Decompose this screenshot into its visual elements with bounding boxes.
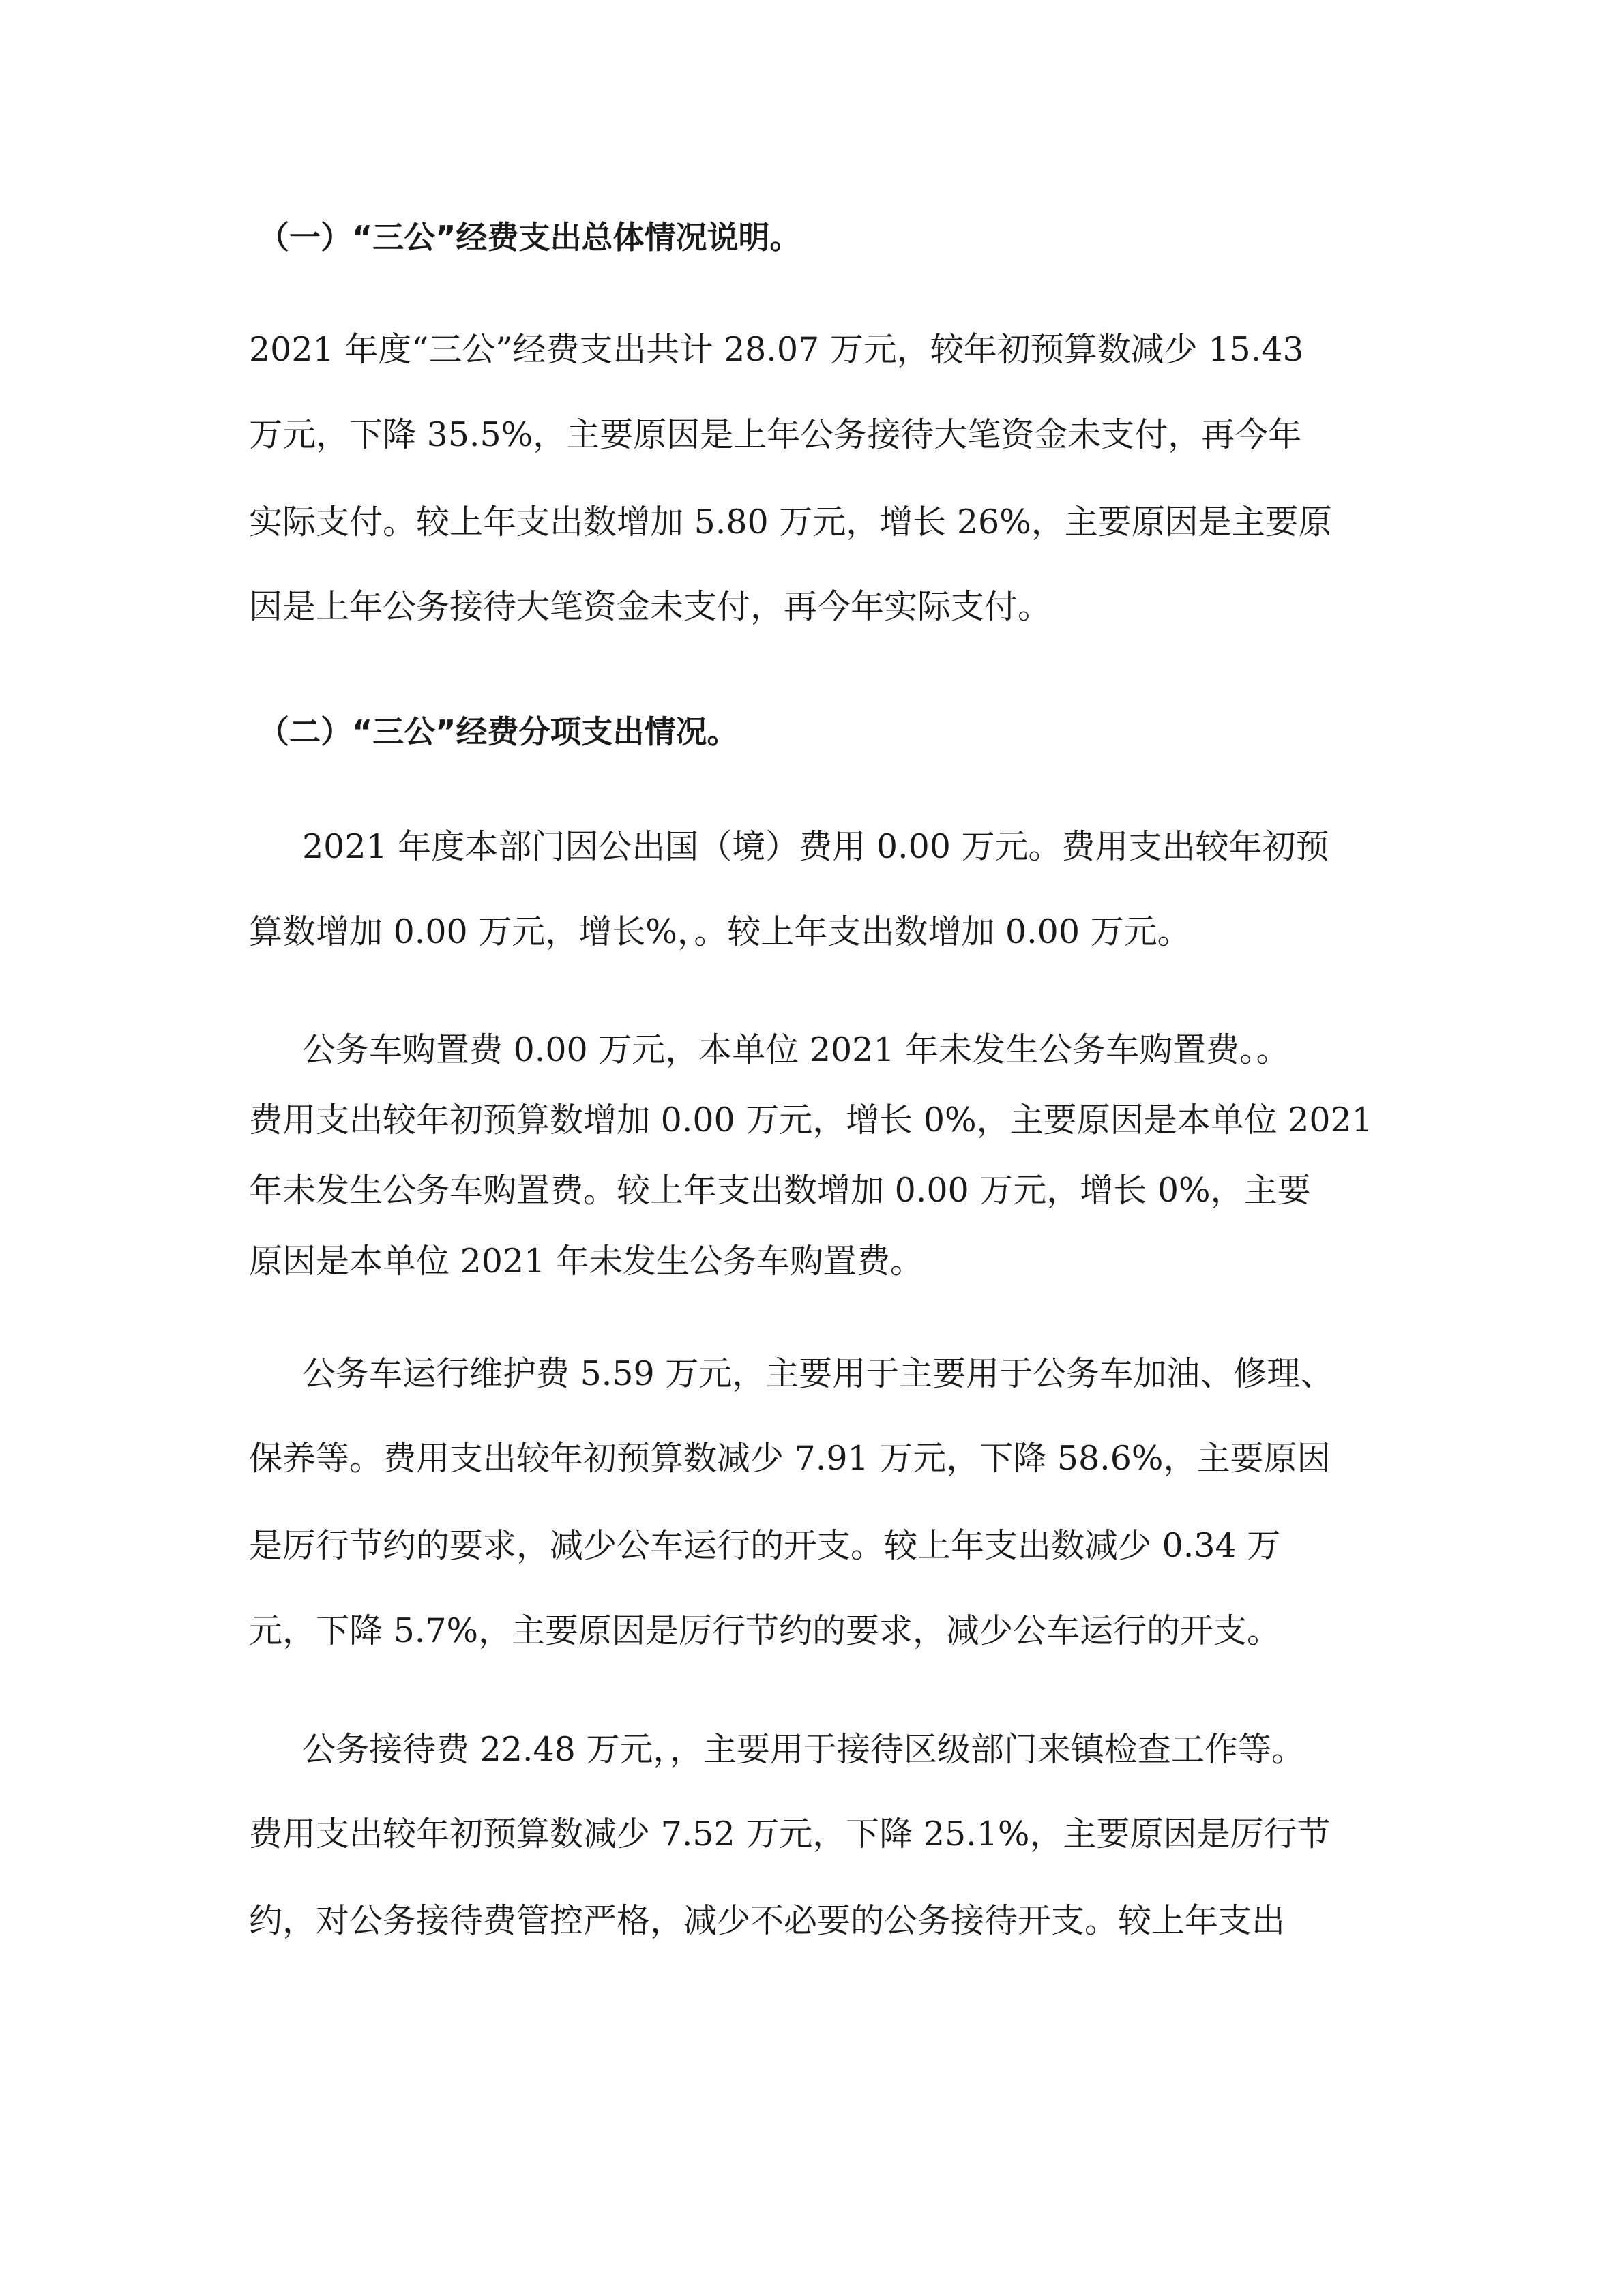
paragraph-line: 2021 年度本部门因公出国（境）费用 0.00 万元。费用支出较年初预 bbox=[302, 827, 1329, 866]
paragraph-line: 年未发生公务车购置费。较上年支出数增加 0.00 万元，增长 0%，主要 bbox=[249, 1171, 1311, 1210]
paragraph-line: 算数增加 0.00 万元，增长%，。较上年支出数增加 0.00 万元。 bbox=[249, 912, 1191, 951]
paragraph-line: 是厉行节约的要求，减少公车运行的开支。较上年支出数减少 0.34 万 bbox=[249, 1526, 1281, 1565]
paragraph-line: 因是上年公务接待大笔资金未支付，再今年实际支付。 bbox=[249, 587, 1052, 626]
paragraph-line: 公务接待费 22.48 万元，，主要用于接待区级部门来镇检查工作等。 bbox=[302, 1730, 1305, 1769]
paragraph-line: 元，下降 5.7%，主要原因是厉行节约的要求，减少公车运行的开支。 bbox=[249, 1611, 1281, 1650]
paragraph-line: 万元，下降 35.5%，主要原因是上年公务接待大笔资金未支付，再今年 bbox=[249, 415, 1302, 454]
paragraph-line: 实际支付。较上年支出数增加 5.80 万元，增长 26%，主要原因是主要原 bbox=[249, 503, 1332, 541]
section-heading-2: （二）“三公”经费分项支出情况。 bbox=[258, 713, 739, 750]
paragraph-line: 原因是本单位 2021 年未发生公务车购置费。 bbox=[249, 1242, 924, 1281]
paragraph-line: 公务车购置费 0.00 万元，本单位 2021 年未发生公务车购置费。。 bbox=[302, 1030, 1290, 1069]
paragraph-line: 公务车运行维护费 5.59 万元，主要用于主要用于公务车加油、修理、 bbox=[302, 1354, 1334, 1393]
paragraph-line: 保养等。费用支出较年初预算数减少 7.91 万元，下降 58.6%，主要原因 bbox=[249, 1439, 1331, 1478]
paragraph-line: 费用支出较年初预算数减少 7.52 万元，下降 25.1%，主要原因是厉行节 bbox=[249, 1815, 1331, 1853]
paragraph-line: 费用支出较年初预算数增加 0.00 万元，增长 0%，主要原因是本单位 2021 bbox=[249, 1101, 1373, 1139]
paragraph-line: 约，对公务接待费管控严格，减少不必要的公务接待开支。较上年支出 bbox=[249, 1901, 1286, 1940]
section-heading-1: （一）“三公”经费支出总体情况说明。 bbox=[258, 219, 801, 256]
paragraph-line: 2021 年度“三公”经费支出共计 28.07 万元，较年初预算数减少 15.43 bbox=[249, 330, 1304, 369]
